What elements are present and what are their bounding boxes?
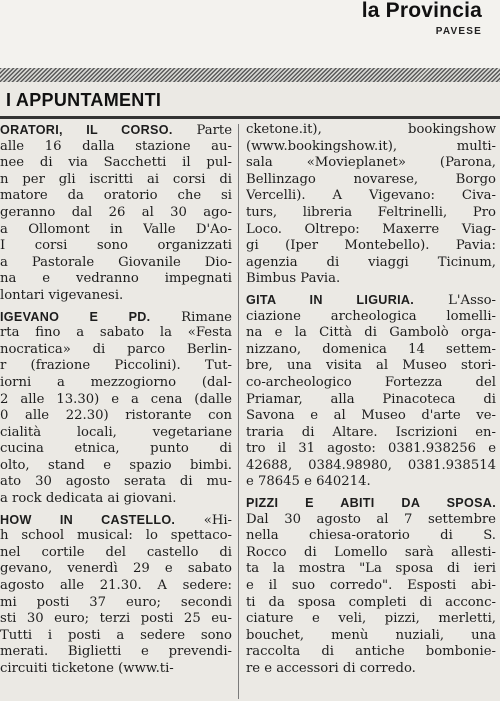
article-text: merati. Biglietti e prevendi- xyxy=(0,644,232,660)
article-text: «Hi- xyxy=(175,512,232,528)
right-column xyxy=(246,122,496,678)
article-line xyxy=(0,375,232,392)
article-heading: HOW IN CASTELLO. xyxy=(0,512,176,527)
article-text: a Ollomont in Valle D'Ao- xyxy=(0,221,232,237)
article-line xyxy=(246,238,496,255)
article-line xyxy=(0,578,232,595)
article-line xyxy=(246,545,496,562)
article-heading: GITA IN LIGURIA. xyxy=(246,292,415,307)
article-text: Parte xyxy=(172,123,232,138)
article-line xyxy=(0,491,232,508)
article-line xyxy=(0,628,232,645)
article-text: turs, libreria Feltrinelli, Pro xyxy=(246,204,496,220)
article-line xyxy=(246,561,496,578)
article-line xyxy=(0,441,232,458)
article-line xyxy=(246,309,496,326)
article-text: circuiti ticketone (www.ti- xyxy=(0,661,174,676)
article-line xyxy=(0,661,232,678)
hatched-band xyxy=(0,68,500,82)
article-text: cketone.it), bookingshow xyxy=(246,122,496,137)
article-line xyxy=(0,255,232,272)
article-text: (www.bookingshow.it), multi- xyxy=(246,138,496,154)
article-text: ta la mostra "La sposa di ieri xyxy=(246,561,496,577)
article-line xyxy=(0,342,232,359)
article-line xyxy=(246,441,496,458)
article-line xyxy=(246,222,496,239)
article-line xyxy=(0,611,232,628)
article-text: 42688, 0384.98980, 0381.938514 xyxy=(246,457,496,473)
article-line xyxy=(246,408,496,425)
article-heading: ORATORI, IL CORSO. xyxy=(0,123,173,137)
article-text: Loco. Oltrepo: Maxerre Viag- xyxy=(246,221,496,237)
article-line xyxy=(0,238,232,255)
article-line xyxy=(246,188,496,205)
article-line xyxy=(0,408,232,425)
article-text: ti da sposa completi di acconc- xyxy=(246,594,496,610)
article-line xyxy=(246,342,496,359)
article-text: Bimbus Pavia. xyxy=(246,271,341,287)
article-text: lontari vigevanesi. xyxy=(0,287,124,303)
article-line xyxy=(0,545,232,562)
article-text: raccolta di antiche bombonie- xyxy=(246,644,496,660)
article-text: na e la Città di Gambolò orga- xyxy=(246,325,496,341)
article-line xyxy=(246,392,496,409)
article-text: mi posti 37 euro; secondi xyxy=(0,594,232,610)
article-text: matore da oratorio che si xyxy=(0,188,232,204)
article-line xyxy=(246,205,496,222)
article-text: agosto alle 21.30. A sedere: xyxy=(0,578,232,594)
article-text: Rimane xyxy=(150,309,232,325)
article-line xyxy=(246,155,496,172)
article-text: ciature e veli, pizzi, merletti, xyxy=(246,611,496,627)
article-text: cucina etnica, punto di xyxy=(0,441,232,457)
article-text: ato 30 agosto serata di mu- xyxy=(0,474,232,490)
article-text: olto, stand e spazio bimbi. xyxy=(0,457,232,473)
article-line xyxy=(0,425,232,442)
article-line xyxy=(246,122,496,139)
article-text: I corsi sono organizzati xyxy=(0,238,232,254)
article-heading-line xyxy=(246,292,496,309)
article-line xyxy=(246,375,496,392)
article-text: sala «Movieplanet» (Parona, xyxy=(246,155,496,171)
section-title: I APPUNTAMENTI xyxy=(6,90,162,110)
publication-subtitle: PAVESE xyxy=(435,26,482,37)
article-text: re e accessori di corredo. xyxy=(246,661,416,676)
article-line xyxy=(0,288,232,305)
article-text: na e vedranno impegnati xyxy=(0,271,232,287)
article-line xyxy=(246,644,496,661)
publication-title: la Provincia xyxy=(361,0,482,22)
article-text: cialità locali, vegetariane xyxy=(0,424,232,440)
article-text: gevano, venerdì 29 e sabato xyxy=(0,561,232,577)
article-line xyxy=(0,458,232,475)
article-text: bouchet, menù nuziali, una xyxy=(246,627,496,643)
article-text: 2 alle 13.30) e a cena (dalle xyxy=(0,391,232,407)
article-text: Priamar, alla Pinacoteca di xyxy=(246,391,496,407)
article-line xyxy=(0,528,232,545)
column-divider xyxy=(238,124,239,699)
article-line xyxy=(246,512,496,529)
article-line xyxy=(0,188,232,205)
article-text: rta fino a sabato la «Festa xyxy=(0,325,232,341)
article-line xyxy=(0,271,232,288)
article-text: Dal 30 agosto al 7 settembre xyxy=(246,511,496,527)
article-text: 0 alle 22.30) ristorante con xyxy=(0,408,232,424)
article-text: sti 30 euro; terzi posti 25 eu- xyxy=(0,611,232,627)
article-text: geranno dal 26 al 30 ago- xyxy=(0,204,232,220)
article-text: nee di via Sacchetti il pul- xyxy=(0,155,232,171)
article-text: e il suo corredo". Esposti abi- xyxy=(246,578,496,594)
article-line xyxy=(246,611,496,628)
masthead xyxy=(0,0,500,68)
article-line xyxy=(246,458,496,475)
article-line xyxy=(246,595,496,612)
article-line xyxy=(0,358,232,375)
article-heading-line xyxy=(0,122,232,139)
article-text: alle 16 dalla stazione au- xyxy=(0,138,232,154)
article-line xyxy=(0,474,232,491)
article-text: co-archeologico Fortezza del xyxy=(246,374,496,390)
article-line xyxy=(246,271,496,288)
article-heading-line xyxy=(0,309,232,326)
article-heading: IGEVANO E PD. xyxy=(0,309,151,324)
article-heading-line xyxy=(0,512,232,529)
article-line xyxy=(246,139,496,156)
article-line xyxy=(246,628,496,645)
section-rule xyxy=(0,116,500,119)
article-text: Bellinzago novarese, Borgo xyxy=(246,171,496,187)
article-text: bre, una visita al Museo stori- xyxy=(246,358,496,374)
article-text: a Pastorale Giovanile Dio- xyxy=(0,254,232,270)
article-text: r (frazione Piccolini). Tut- xyxy=(0,358,232,374)
article-line xyxy=(246,425,496,442)
article-text: nel cortile del castello di xyxy=(0,544,232,560)
article-text: Tutti i posti a sedere sono xyxy=(0,627,232,643)
article-line xyxy=(246,172,496,189)
article-line xyxy=(0,205,232,222)
article-text: e 78645 e 640214. xyxy=(246,474,371,490)
article-line xyxy=(0,222,232,239)
article-line xyxy=(0,155,232,172)
article-line xyxy=(246,578,496,595)
article-text: iorni a mezzogiorno (dal- xyxy=(0,374,232,390)
article-text: nella chiesa-oratorio di S. xyxy=(246,528,496,544)
article-text: Rocco di Lomello sarà allesti- xyxy=(246,544,496,560)
article-line xyxy=(246,255,496,272)
article-text: ciazione archeologica lomelli- xyxy=(246,308,496,324)
article-line xyxy=(246,528,496,545)
article-line xyxy=(0,325,232,342)
article-line xyxy=(246,661,496,678)
article-line xyxy=(0,644,232,661)
article-line xyxy=(0,595,232,612)
article-text: h school musical: lo spettaco- xyxy=(0,528,232,544)
article-line xyxy=(0,139,232,156)
article-text: Savona e al Museo d'arte ve- xyxy=(246,408,496,424)
article-line xyxy=(0,392,232,409)
article-text: gi (Iper Montebello). Pavia: xyxy=(246,238,496,254)
article-text: nocratica» di parco Berlin- xyxy=(0,341,232,357)
article-line xyxy=(0,561,232,578)
article-line xyxy=(246,358,496,375)
article-text: traria di Altare. Iscrizioni en- xyxy=(246,424,496,440)
article-heading: PIZZI E ABITI DA SPOSA. xyxy=(246,496,496,511)
article-heading-line xyxy=(246,495,496,512)
article-line xyxy=(246,325,496,342)
left-column xyxy=(0,122,232,678)
article-text: Vercelli). A Vigevano: Civa- xyxy=(246,188,496,204)
article-line xyxy=(0,172,232,189)
article-text: a rock dedicata ai giovani. xyxy=(0,491,177,507)
article-line xyxy=(246,474,496,491)
article-text: n per gli iscritti ai corsi di xyxy=(0,171,232,187)
article-text: agenzia di viaggi Ticinum, xyxy=(246,254,496,270)
article-text: tro il 31 agosto: 0381.938256 e xyxy=(246,441,496,457)
article-text: L'Asso- xyxy=(414,292,496,308)
article-text: nizzano, domenica 14 settem- xyxy=(246,341,496,357)
